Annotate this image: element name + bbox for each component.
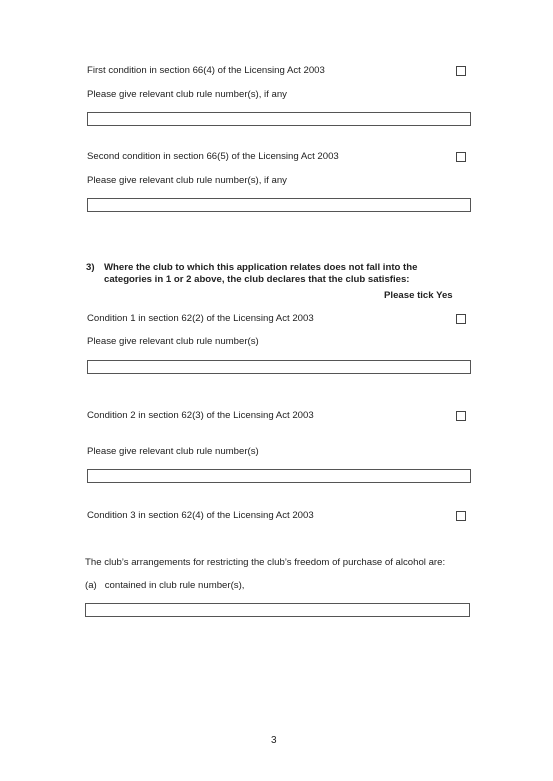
second-condition-rule-prompt: Please give relevant club rule number(s), if any (87, 175, 287, 186)
arrangements-rule-input[interactable] (85, 603, 470, 617)
condition1-label: Condition 1 in section 62(2) of the Licensing Act 2003 (87, 313, 314, 324)
condition1-checkbox[interactable] (456, 314, 466, 324)
first-condition-label: First condition in section 66(4) of the Licensing Act 2003 (87, 65, 325, 76)
second-condition-label: Second condition in section 66(5) of the Licensing Act 2003 (87, 151, 339, 162)
second-condition-checkbox[interactable] (456, 152, 466, 162)
condition2-rule-prompt: Please give relevant club rule number(s) (87, 446, 259, 457)
condition2-checkbox[interactable] (456, 411, 466, 421)
page-number: 3 (271, 735, 277, 746)
condition2-label: Condition 2 in section 62(3) of the Licensing Act 2003 (87, 410, 314, 421)
first-condition-rule-input[interactable] (87, 112, 471, 126)
arrangements-intro: The club’s arrangements for restricting the club’s freedom of purchase of alcohol are: (85, 557, 446, 568)
section-heading: Where the club to which this application relates does not fall into the categories in 1 or 2 above, the club declares that the club satisfies: (104, 262, 418, 285)
condition1-rule-prompt: Please give relevant club rule number(s) (87, 336, 259, 347)
arrangements-item-a: (a) contained in club rule number(s), (85, 580, 245, 591)
first-condition-checkbox[interactable] (456, 66, 466, 76)
condition1-rule-input[interactable] (87, 360, 471, 374)
condition3-checkbox[interactable] (456, 511, 466, 521)
condition2-rule-input[interactable] (87, 469, 471, 483)
first-condition-rule-prompt: Please give relevant club rule number(s), if any (87, 89, 287, 100)
condition3-label: Condition 3 in section 62(4) of the Licensing Act 2003 (87, 510, 314, 521)
second-condition-rule-input[interactable] (87, 198, 471, 212)
section-number: 3) (86, 262, 95, 273)
tick-yes-label: Please tick Yes (384, 290, 453, 301)
